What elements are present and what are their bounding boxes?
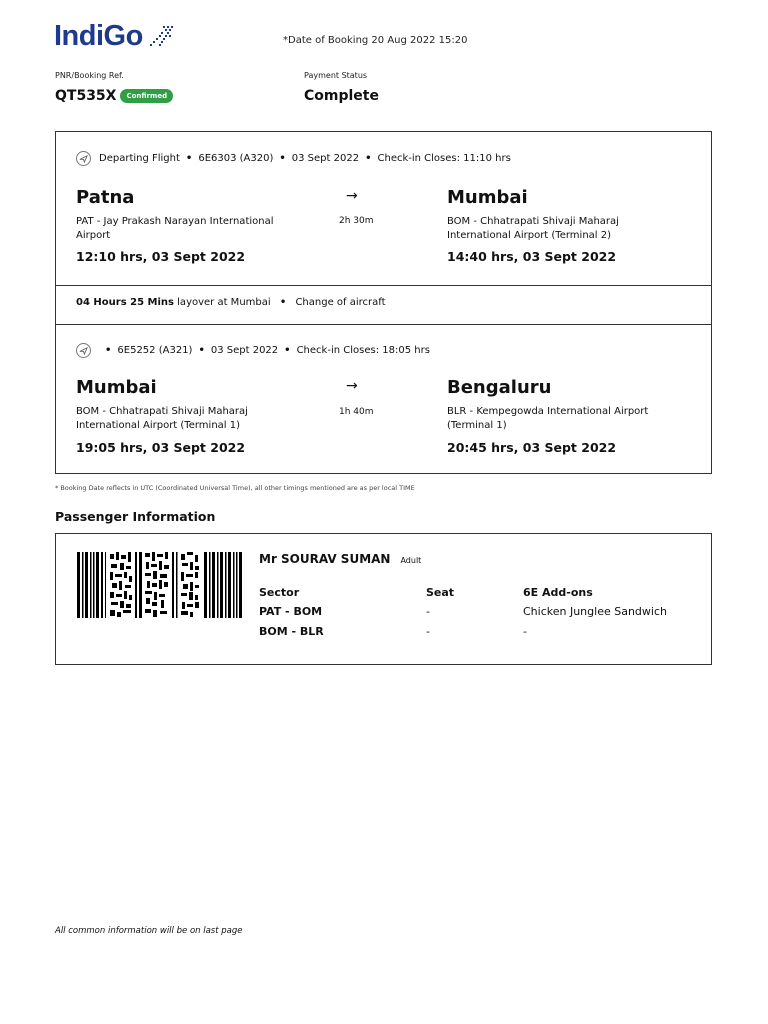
flight-details-box — [55, 131, 712, 474]
row-2-sector: BOM - BLR — [259, 625, 324, 638]
segment-2-from-city: Mumbai — [76, 377, 157, 398]
barcode-image — [77, 552, 243, 618]
booking-date: *Date of Booking 20 Aug 2022 15:20 — [283, 35, 468, 46]
divider — [56, 324, 711, 325]
bottom-note: All common information will be on last page — [55, 926, 243, 936]
arrow-right-icon: → — [346, 188, 358, 204]
segment-1-type: Departing Flight — [99, 153, 180, 164]
passenger-name: Mr SOURAV SUMAN — [259, 552, 391, 566]
plane-icon — [76, 151, 91, 166]
segment-1-to-time: 14:40 hrs, 03 Sept 2022 — [447, 249, 617, 264]
row-2-seat: - — [426, 625, 430, 638]
payment-status: Complete — [304, 88, 379, 104]
segment-2-to-time: 20:45 hrs, 03 Sept 2022 — [447, 440, 617, 455]
segment-1-from-airport: PAT - Jay Prakash Narayan International Airport — [76, 216, 274, 241]
layover-note: Change of aircraft — [295, 297, 386, 308]
segment-1-date: 03 Sept 2022 — [291, 153, 360, 164]
segment-1-from-time: 12:10 hrs, 03 Sept 2022 — [76, 249, 246, 264]
passenger-box — [55, 533, 712, 665]
layover-info: 04 Hours 25 Mins layover at Mumbai • Change of aircraft — [76, 297, 386, 308]
pnr-label: PNR/Booking Ref. — [55, 71, 124, 80]
segment-2-flight-no: 6E5252 (A321) — [117, 345, 193, 356]
segment-2-checkin: Check-in Closes: 18:05 hrs — [296, 345, 430, 356]
passenger-section-title: Passenger Information — [55, 509, 216, 524]
segment-1-flight-no: 6E6303 (A320) — [198, 153, 274, 164]
layover-text: layover at Mumbai — [177, 297, 271, 308]
pnr-row — [55, 88, 173, 104]
indigo-logo — [54, 20, 175, 53]
row-1-addons: Chicken Junglee Sandwich — [523, 605, 667, 618]
segment-2-header: • 6E5252 (A321) • 03 Sept 2022 • Check-in Closes: 18:05 hrs — [76, 343, 430, 358]
col-header-sector: Sector — [259, 586, 300, 599]
payment-label: Payment Status — [304, 71, 368, 80]
segment-2-from-time: 19:05 hrs, 03 Sept 2022 — [76, 440, 246, 455]
segment-1-duration: 2h 30m — [339, 216, 374, 226]
plane-logo-icon — [149, 25, 175, 49]
col-header-seat: Seat — [426, 586, 455, 599]
pnr-value: QT535X — [55, 88, 117, 104]
passenger-name-row — [259, 552, 421, 566]
passenger-type: Adult — [400, 556, 422, 565]
row-1-sector: PAT - BOM — [259, 605, 323, 618]
row-2-addons: - — [523, 625, 527, 638]
segment-1-to-airport: BOM - Chhatrapati Shivaji Maharaj International Airport (Terminal 2) — [447, 216, 619, 241]
segment-2-from-airport: BOM - Chhatrapati Shivaji Maharaj International Airport (Terminal 1) — [76, 406, 248, 431]
plane-icon — [76, 343, 91, 358]
segment-1-header: Departing Flight • 6E6303 (A320) • 03 Sept 2022 • Check-in Closes: 11:10 hrs — [76, 151, 511, 166]
arrow-right-icon: → — [346, 378, 358, 394]
segment-2-duration: 1h 40m — [339, 407, 374, 417]
segment-2-to-airport: BLR - Kempegowda International Airport (Terminal 1) — [447, 406, 649, 431]
logo-text: IndiGo — [54, 20, 143, 52]
col-header-addons: 6E Add-ons — [523, 586, 593, 599]
segment-1-from-city: Patna — [76, 187, 135, 208]
segment-2-date: 03 Sept 2022 — [210, 345, 279, 356]
segment-1-checkin: Check-in Closes: 11:10 hrs — [377, 153, 511, 164]
booking-date-footnote: * Booking Date reflects in UTC (Coordinated Universal Time), all other timings mentioned are as per local TIME — [55, 484, 415, 492]
layover-duration: 04 Hours 25 Mins — [76, 297, 174, 308]
segment-2-to-city: Bengaluru — [447, 377, 552, 398]
row-1-seat: - — [426, 605, 430, 618]
divider — [56, 285, 711, 286]
segment-1-to-city: Mumbai — [447, 187, 528, 208]
status-badge: Confirmed — [120, 89, 173, 103]
